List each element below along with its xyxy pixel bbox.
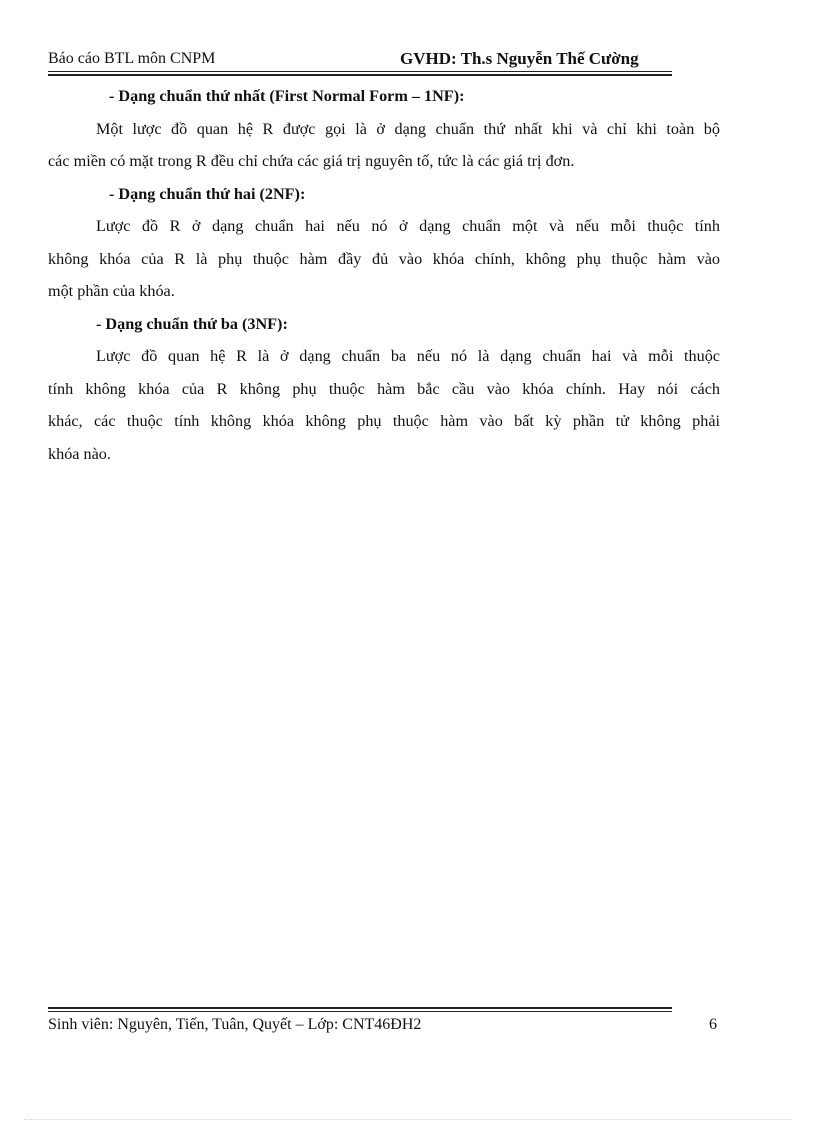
footer-students-class: Sinh viên: Nguyên, Tiến, Tuân, Quyết – Lớp: CNT46ĐH2 (48, 1016, 422, 1033)
paragraph-line: Lược đồ R ở dạng chuẩn hai nếu nó ở dạng chuẩn một và nếu mỗi thuộc tính (96, 217, 720, 235)
paragraph-line: không khóa của R là phụ thuộc hàm đầy đủ vào khóa chính, không phụ thuộc hàm vào (48, 249, 720, 268)
page-content (48, 80, 720, 470)
paragraph-line: Một lược đồ quan hệ R được gọi là ở dạng chuẩn thứ nhất khi và chỉ khi toàn bộ (96, 119, 720, 138)
paragraph-line: khác, các thuộc tính không khóa không phụ thuộc hàm vào bất kỳ phần tử không phải (48, 412, 720, 430)
header-supervisor: GVHD: Th.s Nguyễn Thế Cường (400, 49, 639, 68)
header-report-title: Báo cáo BTL môn CNPM (48, 50, 216, 67)
section-heading-1nf: - Dạng chuẩn thứ nhất (First Normal Form – 1NF): (109, 87, 465, 105)
header-rule-thick (48, 74, 672, 76)
paragraph-line: các miền có mặt trong R đều chỉ chứa các giá trị nguyên tố, tức là các giá trị đơn. (48, 152, 575, 170)
footer-rule-thin (48, 1011, 672, 1012)
page-number: 6 (709, 1016, 717, 1033)
paragraph-line: Lược đồ quan hệ R là ở dạng chuẩn ba nếu nó là dạng chuẩn hai và mỗi thuộc (96, 347, 720, 365)
section-heading-3nf: - Dạng chuẩn thứ ba (3NF): (96, 314, 288, 333)
paragraph-line: một phần của khóa. (48, 282, 175, 300)
page-bottom-border (24, 1119, 792, 1120)
header-rule-thin (48, 71, 672, 72)
section-heading-2nf: - Dạng chuẩn thứ hai (2NF): (109, 184, 306, 203)
paragraph-line: tính không khóa của R không phụ thuộc hàm bắc cầu vào khóa chính. Hay nói cách (48, 379, 720, 398)
footer-rule-thick (48, 1007, 672, 1009)
paragraph-line: khóa nào. (48, 444, 111, 463)
